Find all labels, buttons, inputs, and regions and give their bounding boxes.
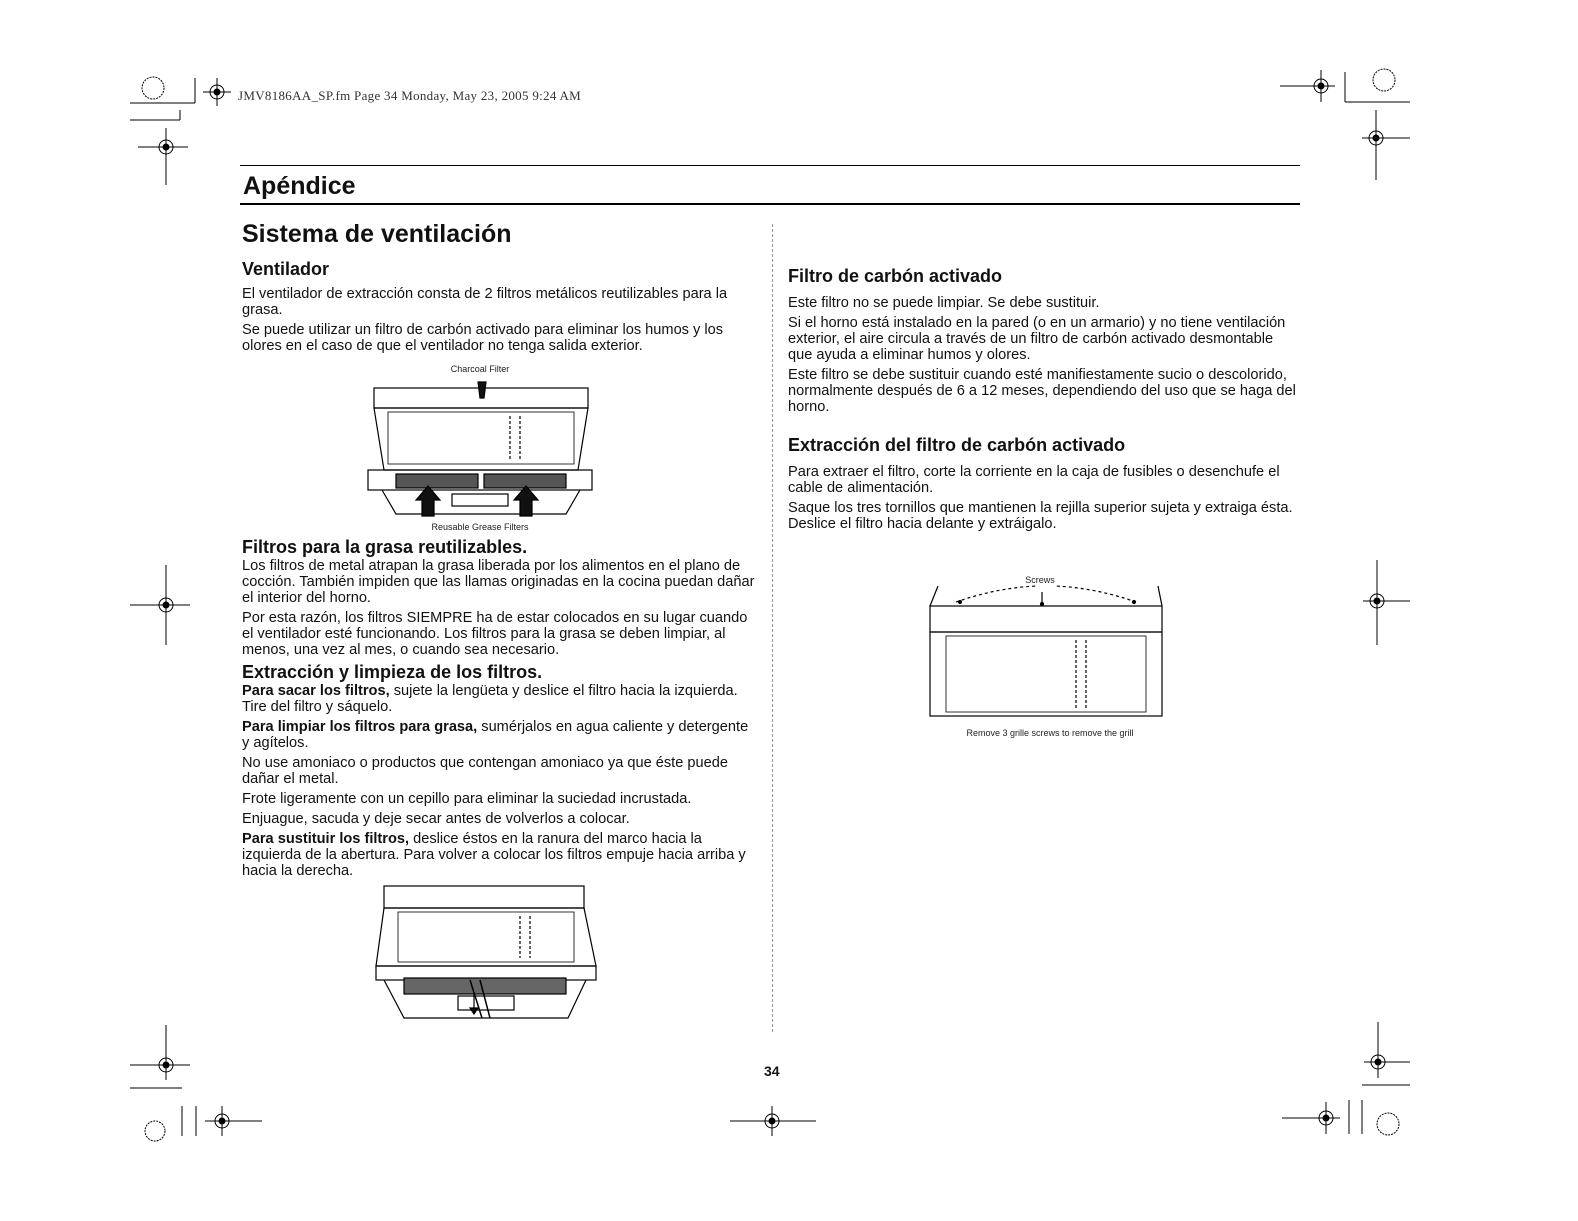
charcoal-filter-label: Charcoal Filter <box>450 364 510 374</box>
extraccion-p2-bold: Para limpiar los filtros para grasa, <box>242 719 478 735</box>
filter-removal-figure <box>370 884 602 1024</box>
carbon-paragraph-1: Este filtro no se puede limpiar. Se debe sustituir. <box>788 295 1100 311</box>
filtros-paragraph-2: Por esta razón, los filtros SIEMPRE ha de estar colocados en su lugar cuando el ventilador esté funcionando. Los filtros para la grasa se deben limpiar, al menos, una vez al mes, o cuando sea necesario. <box>242 610 748 658</box>
hood-grease-filters-figure <box>360 374 600 522</box>
extraccion-carbon-paragraph-2: Saque los tres tornillos que mantienen la rejilla superior sujeta y extraiga ésta. Deslice el filtro hacia delante y extráigalo. <box>788 500 1293 532</box>
extraccion-p1-rest: sujete la lengüeta y deslice el filtro hacia la izquierda. Tire del filtro y sáquelo. <box>242 683 738 715</box>
left-column <box>242 220 757 358</box>
filtros-heading: Filtros para la grasa reutilizables. <box>242 537 528 557</box>
extraccion-p1-bold: Para sacar los filtros, <box>242 683 390 699</box>
header-bottom-rule <box>240 203 1300 205</box>
file-info-line: JMV8186AA_SP.fm Page 34 Monday, May 23, 2005 9:24 AM <box>238 88 582 103</box>
reusable-grease-filters-label: Reusable Grease Filters <box>431 522 529 532</box>
extraccion-paragraph-5: Enjuague, sacuda y deje secar antes de volverlos a colocar. <box>242 811 630 827</box>
carbon-paragraph-3: Este filtro se debe sustituir cuando esté manifiestamente sucio o descolorido, normalmente después de 6 a 12 meses, dependiendo del uso que se haga del horno. <box>788 367 1296 415</box>
crosshair-icon <box>1282 1102 1340 1134</box>
column-divider <box>772 224 773 1032</box>
carbon-paragraph-2: Si el horno está instalado en la pared (o en un armario) y no tiene ventilación exterior, el aire circula a través de un filtro de carbón activado desmontable que ayuda a eliminar humos y olores. <box>788 315 1286 363</box>
crosshair-icon <box>205 1106 262 1136</box>
extraccion-paragraph-4: Frote ligeramente con un cepillo para eliminar la suciedad incrustada. <box>242 791 692 807</box>
carbon-heading: Filtro de carbón activado <box>788 266 1003 286</box>
left-column-lower <box>242 537 757 883</box>
grill-screws-figure <box>926 584 1166 718</box>
extraccion-heading: Extracción y limpieza de los filtros. <box>242 662 543 682</box>
extraccion-paragraph-3: No use amoniaco o productos que contengan amoniaco ya que éste puede dañar el metal. <box>242 755 728 787</box>
crosshair-icon <box>1364 1022 1410 1078</box>
extraccion-paragraph-2 <box>242 719 757 751</box>
crosshair-icon <box>1363 560 1410 645</box>
filtros-paragraph-1: Los filtros de metal atrapan la grasa liberada por los alimentos en el plano de cocción. También impiden que las llamas originadas en la cocina puedan dañar el interior del horno. <box>242 558 755 606</box>
extraccion-paragraph-6 <box>242 831 757 879</box>
section-title: Apéndice <box>243 172 356 200</box>
extraccion-p2-rest: sumérjalos en agua caliente y detergente y agítelos. <box>242 719 749 751</box>
grill-caption: Remove 3 grille screws to remove the grill <box>966 728 1134 738</box>
extraccion-carbon-paragraph-1: Para extraer el filtro, corte la corriente en la caja de fusibles o desenchufe el cable de alimentación. <box>788 464 1280 496</box>
extraccion-paragraph-1 <box>242 683 757 715</box>
crosshair-icon <box>730 1106 816 1136</box>
extraccion-p6-bold: Para sustituir los filtros, <box>242 831 410 847</box>
extraccion-p6-rest: deslice éstos en la ranura del marco hacia la izquierda de la abertura. Para volver a colocar los filtros empuje hacia arriba y hacia la derecha. <box>242 831 746 879</box>
screws-label: Screws <box>1025 575 1055 585</box>
ventilador-paragraph-2: Se puede utilizar un filtro de carbón activado para eliminar los humos y los olores en el caso de que el ventilador no tenga salida exterior. <box>242 322 724 354</box>
crosshair-icon <box>130 1025 190 1080</box>
ventilador-paragraph-1: El ventilador de extracción consta de 2 filtros metálicos reutilizables para la grasa. <box>242 286 728 318</box>
crosshair-icon <box>1362 110 1410 180</box>
crosshair-icon <box>130 565 190 645</box>
ventilador-heading: Ventilador <box>242 259 330 279</box>
page-number: 34 <box>764 1063 780 1079</box>
right-column <box>788 266 1300 536</box>
crosshair-icon <box>138 128 188 185</box>
extraccion-carbon-heading: Extracción del filtro de carbón activado <box>788 435 1126 455</box>
page-title: Sistema de ventilación <box>242 220 512 248</box>
crosshair-icon <box>203 78 231 106</box>
header-top-rule <box>240 165 1300 166</box>
crosshair-icon <box>1280 70 1335 102</box>
